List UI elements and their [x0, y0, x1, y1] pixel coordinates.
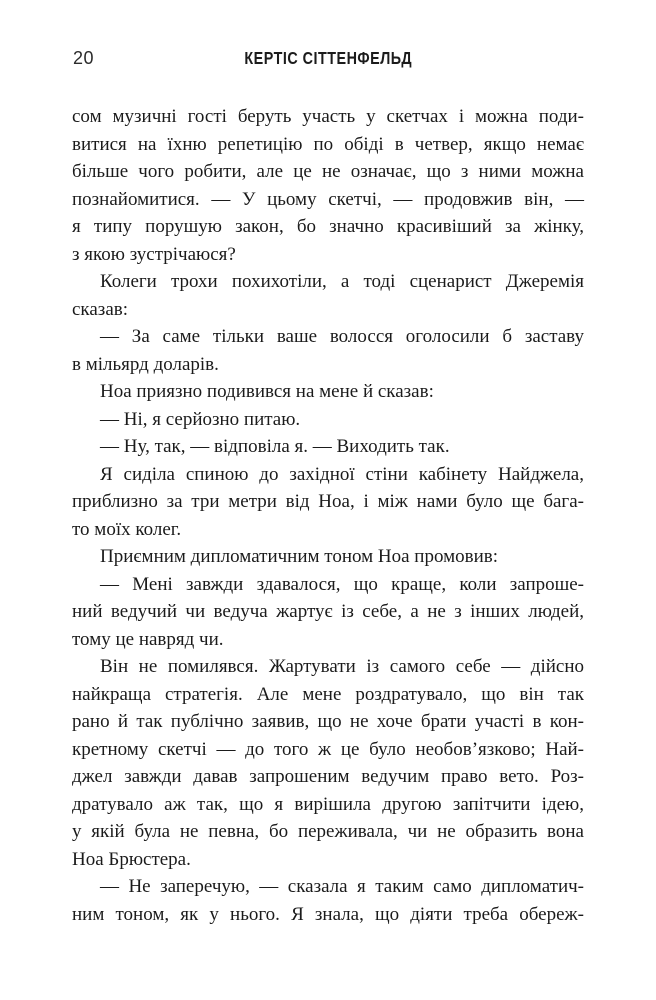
- text-line: більше чого робити, але це не означає, що з ними можна: [72, 161, 584, 182]
- text-line: Я сиділа спиною до західної стіни кабінету Найджела,: [100, 463, 584, 485]
- text-line: познайомитися. — У цьому скетчі, — продовжив він, —: [72, 188, 584, 210]
- text-line: Він не помилявся. Жартувати із самого себе — дійсно: [100, 656, 584, 677]
- text-line: з якою зустрічаюся?: [72, 243, 236, 265]
- text-line: приблизно за три метри від Ноа, і між нами було ще бага-: [72, 491, 584, 512]
- text-line: Приємним дипломатичним тоном Ноа промовив:: [100, 546, 499, 567]
- page-number: 20: [73, 48, 95, 68]
- text-line: рано й так публічно заявив, що не хоче брати участі в кон-: [72, 711, 584, 732]
- text-line: — За саме тільки ваше волосся оголосили б заставу: [100, 326, 584, 347]
- text-line: я типу порушую закон, бо значно красивіший за жінку,: [72, 216, 584, 237]
- running-title: КЕРТІС СІТТЕНФЕЛЬД: [244, 48, 412, 68]
- text-line: найкраща стратегія. Але мене роздратувало, що він так: [72, 683, 584, 705]
- text-line: Колеги трохи похихотіли, а тоді сценарист Джеремія: [100, 271, 584, 292]
- text-line: джел завжди давав запрошеним ведучим право вето. Роз-: [72, 766, 584, 787]
- text-line: в мільярд доларів.: [72, 353, 219, 375]
- text-line: сказав:: [72, 298, 128, 320]
- text-line: кретному скетчі — до того ж це було необов’язково; Най-: [72, 738, 584, 760]
- text-line: — Ну, так, — відповіла я. — Виходить так.: [100, 436, 450, 457]
- text-line: дратувало аж так, що я вирішила другою запітчити ідею,: [72, 793, 584, 815]
- text-line: — Мені завжди здавалося, що краще, коли запроше-: [100, 573, 584, 595]
- text-line: витися на їхню репетицію по обіді в четвер, якщо немає: [72, 133, 584, 155]
- text-line: сом музичні гості беруть участь у скетчах і можна поди-: [72, 106, 584, 127]
- text-line: ним тоном, як у нього. Я знала, що діяти треба обереж-: [72, 903, 584, 925]
- text-line: ний ведучий чи ведуча жартує із себе, а не з інших людей,: [72, 601, 584, 622]
- text-line: то моїх колег.: [72, 518, 182, 540]
- text-line: — Не заперечую, — сказала я таким само дипломатич-: [100, 876, 584, 897]
- body-text: [72, 103, 584, 928]
- page-header: [72, 49, 584, 71]
- text-line: Ноа Брюстера.: [72, 848, 191, 870]
- text-line: у якій була не певна, бо переживала, чи не образить вона: [72, 821, 584, 842]
- text-line: — Ні, я серйозно питаю.: [100, 408, 301, 430]
- running-title-wrap: [72, 49, 584, 69]
- text-line: Ноа приязно подивився на мене й сказав:: [100, 381, 434, 402]
- text-line: тому це навряд чи.: [72, 628, 224, 650]
